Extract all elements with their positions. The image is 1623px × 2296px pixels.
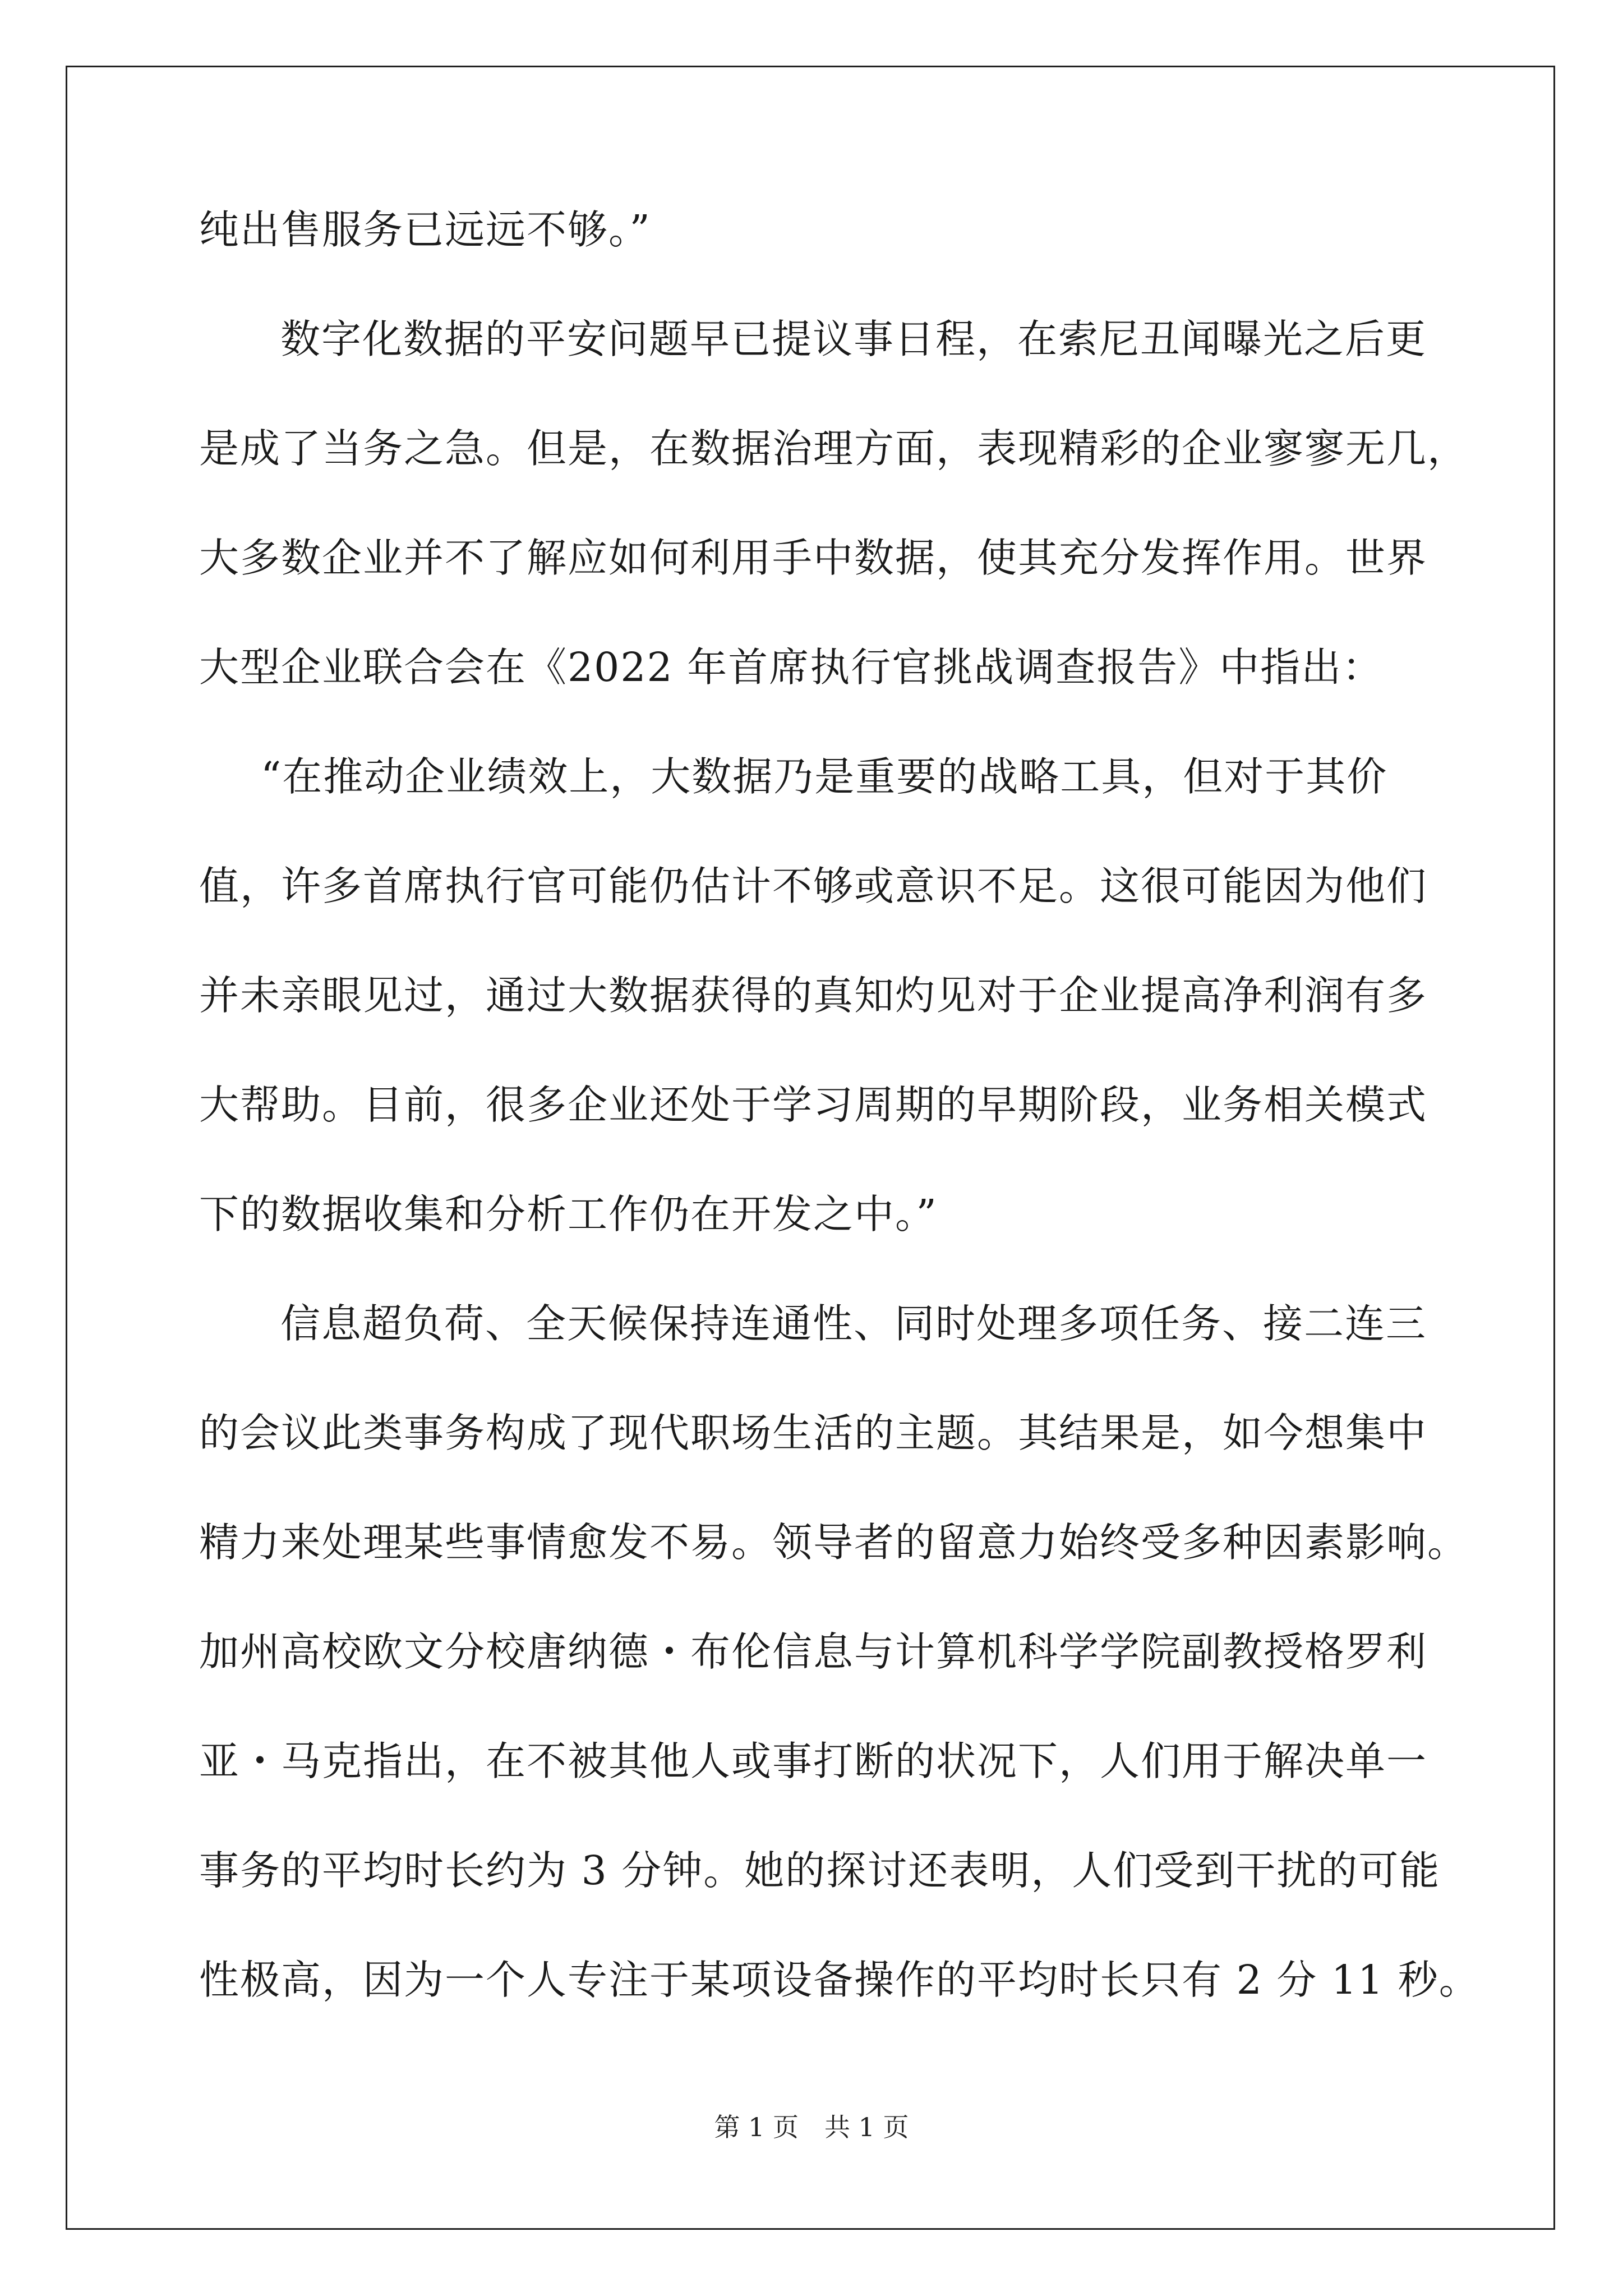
text-line: 精力来处理某些事情愈发不易。领导者的留意力始终受多种因素影响。 — [199, 1519, 1469, 1566]
page-number: 第 1 页 共 1 页 — [714, 2112, 909, 2142]
text-line: 事务的平均时长约为 3 分钟。她的探讨还表明，人们受到干扰的可能 — [199, 1847, 1441, 1894]
text-line: 大型企业联合会在《2022 年首席执行官挑战调查报告》中指出： — [199, 644, 1384, 691]
text-line: 信息超负荷、全天候保持连通性、同时处理多项任务、接二连三 — [280, 1300, 1427, 1347]
text-line: 的会议此类事务构成了现代职场生活的主题。其结果是，如今想集中 — [199, 1410, 1428, 1456]
text-line: 数字化数据的平安问题早已提议事日程，在索尼丑闻曝光之后更 — [280, 316, 1427, 362]
text-line: 是成了当务之急。但是，在数据治理方面，表现精彩的企业寥寥无几， — [199, 425, 1469, 472]
text-line: 大多数企业并不了解应如何利用手中数据，使其充分发挥作用。世界 — [199, 535, 1428, 581]
text-line: 并未亲眼见过，通过大数据获得的真知灼见对于企业提高净利润有多 — [199, 972, 1428, 1019]
text-line: 值，许多首席执行官可能仍估计不够或意识不足。这很可能因为他们 — [199, 863, 1428, 909]
text-line: “在推动企业绩效上，大数据乃是重要的战略工具，但对于其价 — [261, 753, 1388, 800]
text-line: 亚・马克指出，在不被其他人或事打断的状况下，人们用于解决单一 — [199, 1738, 1428, 1784]
page-footer — [0, 2110, 1623, 2144]
text-line: 下的数据收集和分析工作仍在开发之中。” — [199, 1191, 938, 1237]
text-line: 纯出售服务已远远不够。” — [199, 206, 651, 253]
text-line: 加州高校欧文分校唐纳德・布伦信息与计算机科学学院副教授格罗利 — [199, 1628, 1428, 1675]
text-line: 大帮助。目前，很多企业还处于学习周期的早期阶段，业务相关模式 — [199, 1082, 1428, 1128]
text-line: 性极高，因为一个人专注于某项设备操作的平均时长只有 2 分 11 秒。 — [199, 1957, 1480, 2003]
page-border — [66, 66, 1555, 2230]
